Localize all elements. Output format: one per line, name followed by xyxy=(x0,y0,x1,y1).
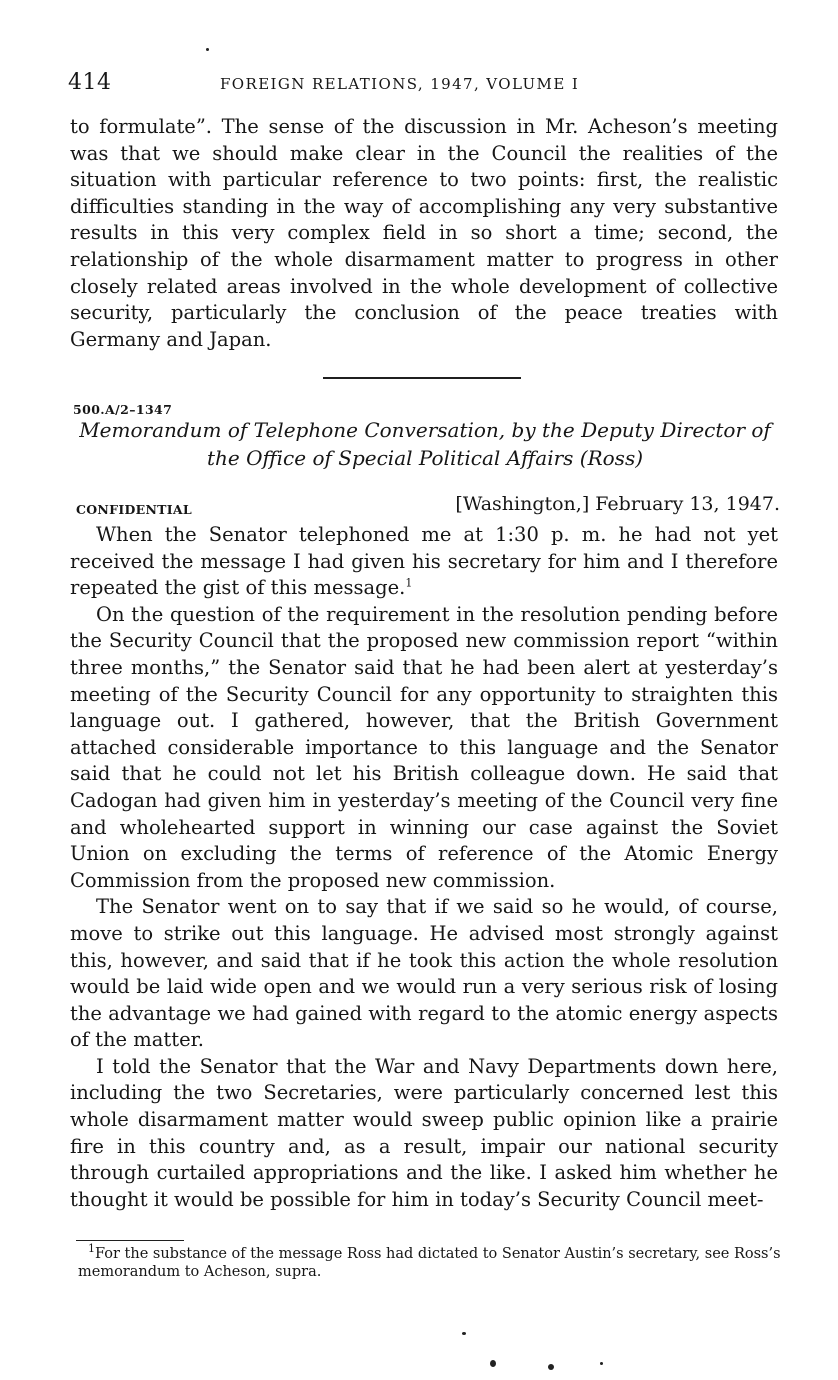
body-paragraph-3: The Senator went on to say that if we said so he would, of course, move to strike out this language. He advised most strongly against this, however, and said that if he took this action the whole resolution would be laid wide open and we would run a very serious risk of losing the advantage we had gained with regard to the atomic energy aspects of the matter. xyxy=(70,895,778,1052)
footnote-text: For the substance of the message Ross had dictated to Senator Austin’s secretary, see Ross’s memorandum to Acheson, supra. xyxy=(78,1246,781,1280)
section-divider xyxy=(323,377,521,379)
footnote-marker: 1 xyxy=(88,1242,95,1256)
print-speck xyxy=(600,1362,603,1365)
continuation-paragraph: to formulate”. The sense of the discussion in Mr. Acheson’s meeting was that we should make clear in the Council the realities of the situation with particular reference to two points: first, the realistic difficulties standing in the way of accomplishing any very substantive results in this very complex field in so short a time; second, the relationship of the whole disarmament matter to progress in other closely related areas involved in the whole development of collective security, particularly the conclusion of the peace treaties with Germany and Japan. xyxy=(70,115,778,351)
memo-body xyxy=(70,522,778,1213)
page-header xyxy=(68,70,780,102)
document-id: 500.A/2–1347 xyxy=(73,402,173,417)
print-speck xyxy=(548,1364,554,1370)
page-number: 414 xyxy=(68,70,112,95)
running-head: FOREIGN RELATIONS, 1947, VOLUME I xyxy=(220,75,580,93)
footnote xyxy=(78,1242,784,1281)
print-speck xyxy=(206,48,209,51)
body-paragraph-2: On the question of the requirement in the resolution pending before the Security Council that the proposed new commission report “within three months,” the Senator said that he had been alert at yesterday’s meeting of the Security Council for any opportunity to straighten this language out. I gathered, however, that the British Government attached considerable importance to this language and the Senator said that he could not let his British colleague down. He said that Cadogan had given him in yesterday’s meeting of the Council very fine and wholehearted support in winning our case against the Soviet Union on excluding the terms of reference of the Atomic Energy Commission from the proposed new commission. xyxy=(70,602,778,892)
dateline: [Washington,] February 13, 1947. xyxy=(455,493,780,515)
document-title: Memorandum of Telephone Conversation, by the Deputy Director of the Office of Special Political Affairs (Ross) xyxy=(79,418,771,470)
body-paragraph-1 xyxy=(70,522,778,602)
print-speck xyxy=(462,1332,466,1335)
print-speck xyxy=(490,1360,496,1367)
footnote-divider xyxy=(76,1240,184,1241)
footnote-ref: 1 xyxy=(405,576,413,590)
continuation-block xyxy=(70,114,778,353)
body-paragraph-4: I told the Senator that the War and Navy Departments down here, including the two Secretaries, were particularly concerned lest this whole disarmament matter would sweep public opinion like a prairie fire in this country and, as a result, impair our national security through curtailed appropriations and the like. I asked him whether he thought it would be possible for him in today’s Security Council meet- xyxy=(70,1054,778,1211)
classification-label: CONFIDENTIAL xyxy=(76,502,193,517)
body-paragraph-1-text: When the Senator telephoned me at 1:30 p. m. he had not yet received the message I had given his secretary for him and I therefore repeated the gist of this message. xyxy=(70,523,778,600)
